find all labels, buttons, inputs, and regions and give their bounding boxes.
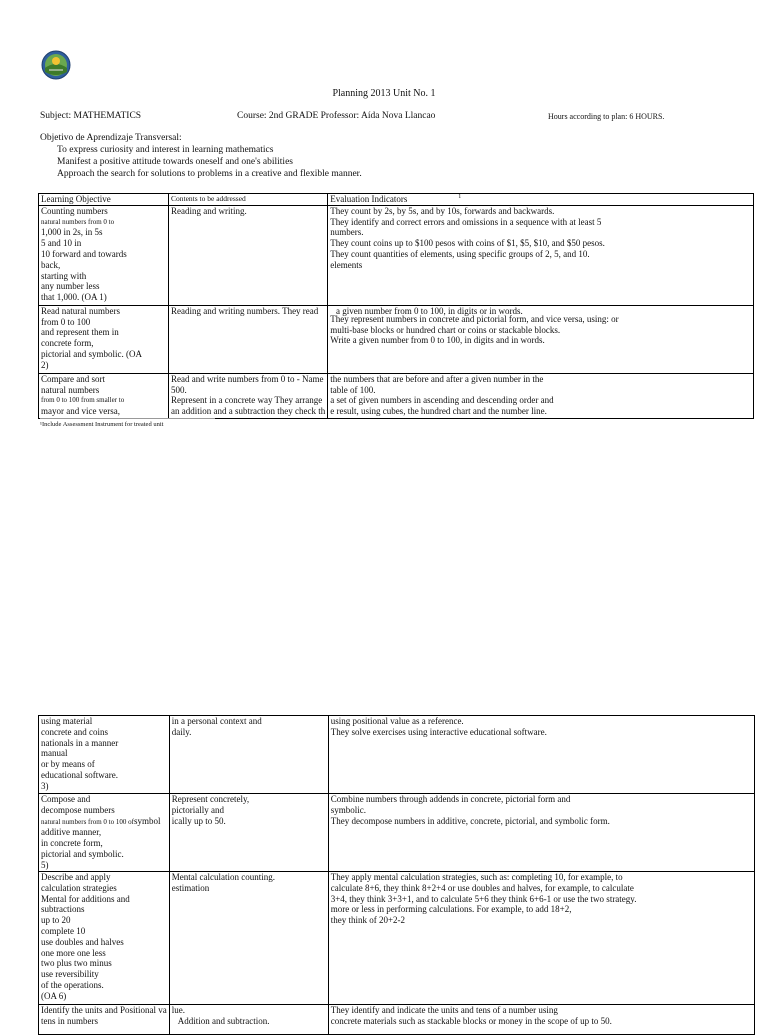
contents-cell: Reading and writing numbers. They read <box>169 305 328 373</box>
contents-cell <box>169 872 328 1005</box>
cell-line: one more one less <box>41 947 106 958</box>
column-header-label: Evaluation Indicators <box>330 194 408 204</box>
cell-line: multi-base blocks or hundred chart or coins or stackable blocks. <box>330 324 561 335</box>
cell-line: Mental calculation counting. <box>171 872 275 882</box>
cell-line: Identify the units and Positional va <box>41 1005 167 1015</box>
cell-line: symbolic. <box>330 804 366 815</box>
school-logo <box>41 50 71 80</box>
contents-cell <box>169 716 328 794</box>
objective-item: Manifest a positive attitude towards oneself and one's abilities <box>57 157 293 167</box>
table-row <box>39 872 755 1005</box>
table-row <box>39 205 754 305</box>
cell-line: 5 and 10 in <box>41 238 82 249</box>
cell-line: numbers. <box>330 227 364 238</box>
cell-line: table of 100. <box>330 384 376 395</box>
hours-label: Hours according to plan: 6 HOURS. <box>548 112 665 121</box>
cell-line: use reversibility <box>41 969 99 980</box>
cell-line <box>41 816 167 828</box>
cell-line-overflow: symbol <box>133 815 161 826</box>
cell-line: ically up to 50. <box>171 815 226 826</box>
cell-line: concrete materials such as stackable blocks or money in the scope of up to 50. <box>330 1015 612 1026</box>
cell-line: pictorial and symbolic. <box>41 848 124 859</box>
cell-line: 10 forward and towards <box>41 248 127 259</box>
cell-line: elements <box>330 259 363 270</box>
learning-objective-cell <box>39 373 169 418</box>
evaluation-indicators-cell <box>328 794 754 872</box>
learning-objective-cell <box>39 1005 170 1035</box>
cell-line: any number less <box>41 281 100 292</box>
cell-line: They count coins up to $100 pesos with coins of $1, $5, $10, and $50 pesos. <box>330 238 605 249</box>
cell-line: Represent concretely, <box>171 794 250 804</box>
cell-line: Counting numbers <box>41 205 108 216</box>
cell-line: pictorially and <box>171 804 224 815</box>
cell-line: from 0 to 100 from smaller to <box>41 396 125 405</box>
cell-line: back, <box>41 259 61 270</box>
cell-line: Describe and apply <box>41 872 111 882</box>
cell-line: manual <box>41 748 68 759</box>
overflow-text: a given number from 0 to 100, in digits or in words. <box>336 306 523 316</box>
learning-objective-cell <box>39 305 169 373</box>
cell-line: using positional value as a reference. <box>330 716 464 726</box>
cell-line: concrete and coins <box>41 726 108 737</box>
cell-line: additive manner, <box>41 827 102 838</box>
cell-line: lue. <box>171 1005 185 1015</box>
cell-line: and represent them in <box>41 327 119 338</box>
cell-line: more or less in performing calculations. For example, to add 18+2, <box>330 904 572 915</box>
evaluation-indicators-cell <box>328 205 754 305</box>
cell-line: pictorial and symbolic. (OA <box>41 348 142 359</box>
column-header: Contents to be addressed <box>169 194 328 206</box>
cell-line: subtractions <box>41 904 85 915</box>
cell-line: using material <box>41 716 93 726</box>
cell-line: use doubles and halves <box>41 936 124 947</box>
plan-title: Planning 2013 Unit No. 1 <box>332 88 436 99</box>
evaluation-indicators-cell <box>328 716 754 794</box>
contents-cell <box>169 373 328 418</box>
learning-objective-cell <box>39 716 170 794</box>
cell-line: Write a given number from 0 to 100, in digits and in words. <box>330 335 545 346</box>
learning-objective-cell <box>39 794 170 872</box>
cell-line: They count quantities of elements, using specific groups of 2, 5, and 10. <box>330 248 590 259</box>
cell-line: daily. <box>171 726 192 737</box>
cell-line: decompose numbers <box>41 804 115 815</box>
table-row <box>39 716 755 794</box>
evaluation-indicators-cell <box>328 872 754 1005</box>
cell-line: They decompose numbers in additive, concrete, pictorial, and symbolic form. <box>330 815 610 826</box>
cell-line: Read and write numbers from 0 to - Name <box>171 373 324 384</box>
evaluation-indicators-cell <box>328 373 754 418</box>
cell-line: a set of given numbers in ascending and descending order and <box>330 395 554 406</box>
cell-line: tens in numbers <box>41 1015 98 1026</box>
contents-cell <box>169 1005 328 1035</box>
cell-line: or by means of <box>41 759 95 770</box>
planning-table-2 <box>38 715 755 1035</box>
cell-line-small: natural numbers from 0 to 100 of <box>41 817 134 826</box>
cell-line: They solve exercises using interactive educational software. <box>330 726 547 737</box>
cell-line: Mental for additions and <box>41 893 130 904</box>
cell-line: Combine numbers through addends in concrete, pictorial form and <box>330 794 571 804</box>
table-row <box>39 1005 755 1035</box>
cell-line: Addition and subtraction. <box>177 1015 270 1026</box>
cell-line: 2) <box>41 359 49 370</box>
cell-line: They count by 2s, by 5s, and by 10s, forwards and backwards. <box>330 205 555 216</box>
evaluation-indicators-cell <box>328 1005 754 1035</box>
cell-line: an addition and a subtraction they check th <box>171 406 326 417</box>
cell-line: e result, using cubes, the hundred chart and the number line. <box>330 406 547 417</box>
contents-cell <box>169 794 328 872</box>
cell-line: from 0 to 100 <box>41 316 91 327</box>
cell-line: calculation strategies <box>41 882 117 893</box>
cell-line: 3+4, they think 3+3+1, and to calculate 5+6 they think 6+6-1 or use the two strategy. <box>330 893 637 904</box>
cell-line: estimation <box>171 882 210 893</box>
cell-line: nationals in a manner <box>41 737 119 748</box>
cell-line: 5) <box>41 859 49 870</box>
course-label: Course: 2nd GRADE Professor: Aída Nova Llancao <box>237 111 436 121</box>
cell-line: 500. <box>171 384 187 395</box>
cell-line: mayor and vice versa, <box>41 406 120 417</box>
cell-line: complete 10 <box>41 925 86 936</box>
cell-line: of the operations. <box>41 979 104 990</box>
footnote-rule <box>40 418 215 419</box>
subject-label: Subject: MATHEMATICS <box>40 111 142 121</box>
cell-line: (OA 6) <box>41 990 67 1001</box>
learning-objective-cell <box>39 205 169 305</box>
column-header <box>328 194 754 206</box>
cell-line: educational software. <box>41 769 118 780</box>
footnote: ¹Include Assessment Instrument for treated unit <box>40 421 164 428</box>
cell-line: Read natural numbers <box>41 305 120 316</box>
cell-line: Represent in a concrete way They arrange <box>171 395 323 406</box>
cell-line: They identify and indicate the units and tens of a number using <box>330 1005 558 1015</box>
footnote-marker: 1 <box>458 194 462 200</box>
cell-line: natural numbers from 0 to <box>41 217 115 226</box>
objective-item: To express curiosity and interest in learning mathematics <box>57 145 274 155</box>
cell-line: concrete form, <box>41 338 94 349</box>
cell-line: they think of 20+2-2 <box>330 915 406 926</box>
cell-line: the numbers that are before and after a given number in the <box>330 373 544 384</box>
cell-line: starting with <box>41 270 87 281</box>
objectives-heading: Objetivo de Aprendizaje Transversal: <box>40 133 182 143</box>
cell-line: They apply mental calculation strategies, such as: completing 10, for example, to <box>330 872 623 882</box>
cell-line: 1,000 in 2s, in 5s <box>41 227 103 238</box>
cell-line: Compare and sort <box>41 373 105 384</box>
table-header-row <box>39 194 754 206</box>
cell-line: calculate 8+6, they think 8+2+4 or use doubles and halves, for example, to calculate <box>330 882 634 893</box>
table-row <box>39 794 755 872</box>
cell-line: in concrete form, <box>41 838 103 849</box>
cell-line: natural numbers <box>41 384 100 395</box>
cell-line: up to 20 <box>41 915 71 926</box>
cell-line: that 1,000. (OA 1) <box>41 292 107 303</box>
cell-line: They represent numbers in concrete and pictorial form, and vice versa, using: or <box>330 313 619 324</box>
cell-line: 3) <box>41 780 49 791</box>
table-row <box>39 373 754 418</box>
cell-line: They identify and correct errors and omissions in a sequence with at least 5 <box>330 216 602 227</box>
objective-item: Approach the search for solutions to problems in a creative and flexible manner. <box>57 169 362 179</box>
learning-objective-cell <box>39 872 170 1005</box>
cell-line: Compose and <box>41 794 91 804</box>
cell-line: in a personal context and <box>171 716 262 726</box>
column-header: Learning Objective <box>39 194 169 206</box>
contents-cell: Reading and writing. <box>169 205 328 305</box>
cell-line: two plus two minus <box>41 958 112 969</box>
